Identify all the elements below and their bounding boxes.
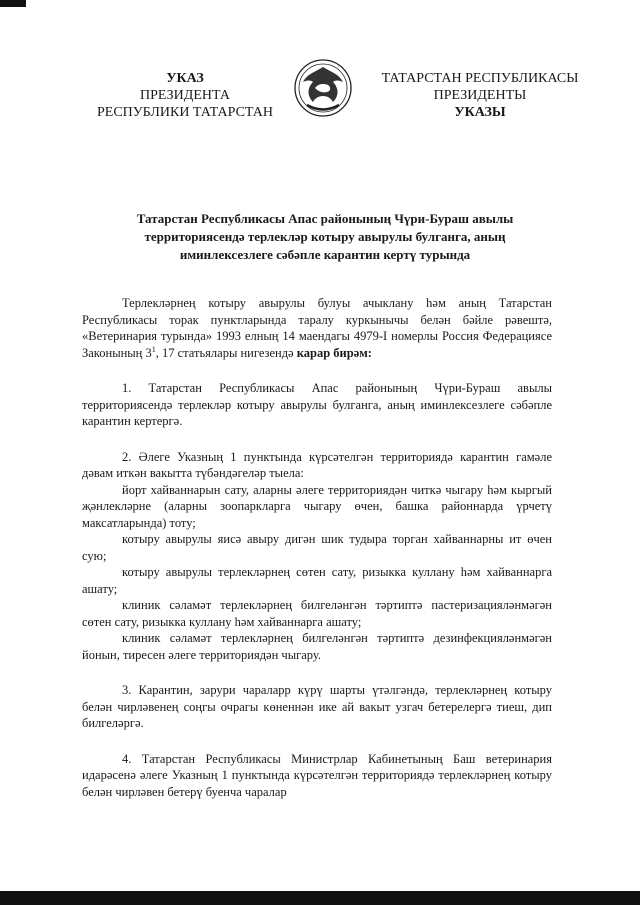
preamble-text: Терлекләрнең котыру авырулы булуы ачыклану һәм аның Татарстан Республикасы торак пунктларында таралу куркынычы белән бәйле рәвештә, «Ветеринария турында» 1993 елның 14 маендагы 4979-I номерлы Россия Федерациясе Законының 3 bbox=[82, 296, 552, 360]
item-1: 1. Татарстан Республикасы Апас районының Чүри-Бураш авылы территориясендә терлекләр котыру авырулы булганга, аның иминлексезлеге сәбәпле карантин кертергә. bbox=[82, 381, 552, 428]
item-2-subitem-d: клиник сәламәт терлекләрнең билгеләнгән тәртиптә пастеризацияләнмәгән сөтен сату, ризыкка куллану һәм хайваннарга ашату; bbox=[82, 598, 552, 629]
item-2: 2. Әлеге Указның 1 пунктында күрсәтелгән территориядә карантин гамәле дәвам иткән вакытта түбәндәгеләр тыела: bbox=[82, 449, 552, 480]
item-2-subitem-c: котыру авырулы терлекләрнең сөтен сату, ризыкка куллану һәм хайваннарга ашату; bbox=[82, 565, 552, 596]
title-line2: территориясендә терлекләр котыру авырулы булганга, аның bbox=[144, 229, 506, 244]
item-2-subitem-a: йорт хайваннарын сату, аларны әлеге территориядән читкә чыгару һәм кыргый җәнлекләрне (аларны зоопаркларга чыгару өчен, башка районнарда үрчетү максатларында) тоту; bbox=[82, 482, 552, 530]
header-russian bbox=[80, 70, 290, 121]
decree-title bbox=[95, 210, 555, 264]
item-2-subitem-e: клиник сәламәт терлекләрнең билгеләнгән тәртиптә дезинфекцияләнмәгән йонын, тиресен әлеге территориядән чыгару. bbox=[82, 631, 552, 662]
scan-corner-mark bbox=[0, 0, 26, 7]
preamble-text-after: , 17 статьялары нигезендә bbox=[155, 345, 297, 360]
preamble-paragraph bbox=[82, 295, 552, 361]
header-left-line1: УКАЗ bbox=[166, 71, 204, 86]
header-right-line3: УКАЗЫ bbox=[454, 105, 506, 120]
preamble-superscript: 1 bbox=[151, 344, 156, 354]
header-right-line2: ПРЕЗИДЕНТЫ bbox=[433, 88, 527, 103]
scan-bottom-edge bbox=[0, 891, 640, 905]
item-3: 3. Карантин, зарури чараларр күрү шарты үтәлгәндә, терлекләрнең котыру белән чирләвенең соңгы очрагы көненнән ике ай вакыт узгач бетерелергә тиеш, дип билгеләргә. bbox=[82, 683, 552, 730]
title-line3: иминлексезлеге сәбәпле карантин кертү турында bbox=[179, 247, 471, 262]
header-right-line1: ТАТАРСТАН РЕСПУБЛИКАСЫ bbox=[381, 71, 579, 86]
item-2-subitem-b: котыру авырулы яисә авыру дигән шик тудыра торган хайваннарны ит өчен сую; bbox=[82, 532, 552, 563]
decree-header bbox=[0, 70, 640, 130]
header-left-line3: РЕСПУБЛИКИ ТАТАРСТАН bbox=[96, 105, 273, 120]
coat-of-arms-icon bbox=[293, 58, 353, 118]
item-4: 4. Татарстан Республикасы Министрлар Кабинетының Баш ветеринария идарәсенә әлеге Указның 1 пунктында күрсәтелгән территориядә терлекләрнең котыру белән чирләвен бетерү буенча чаралар bbox=[82, 751, 552, 799]
header-left-line2: ПРЕЗИДЕНТА bbox=[140, 88, 230, 103]
preamble-resolution: карар бирәм: bbox=[296, 345, 372, 360]
header-tatar bbox=[370, 70, 590, 121]
title-line1: Татарстан Республикасы Апас районының Чүри-Бураш авылы bbox=[136, 211, 514, 226]
decree-body bbox=[82, 295, 552, 800]
